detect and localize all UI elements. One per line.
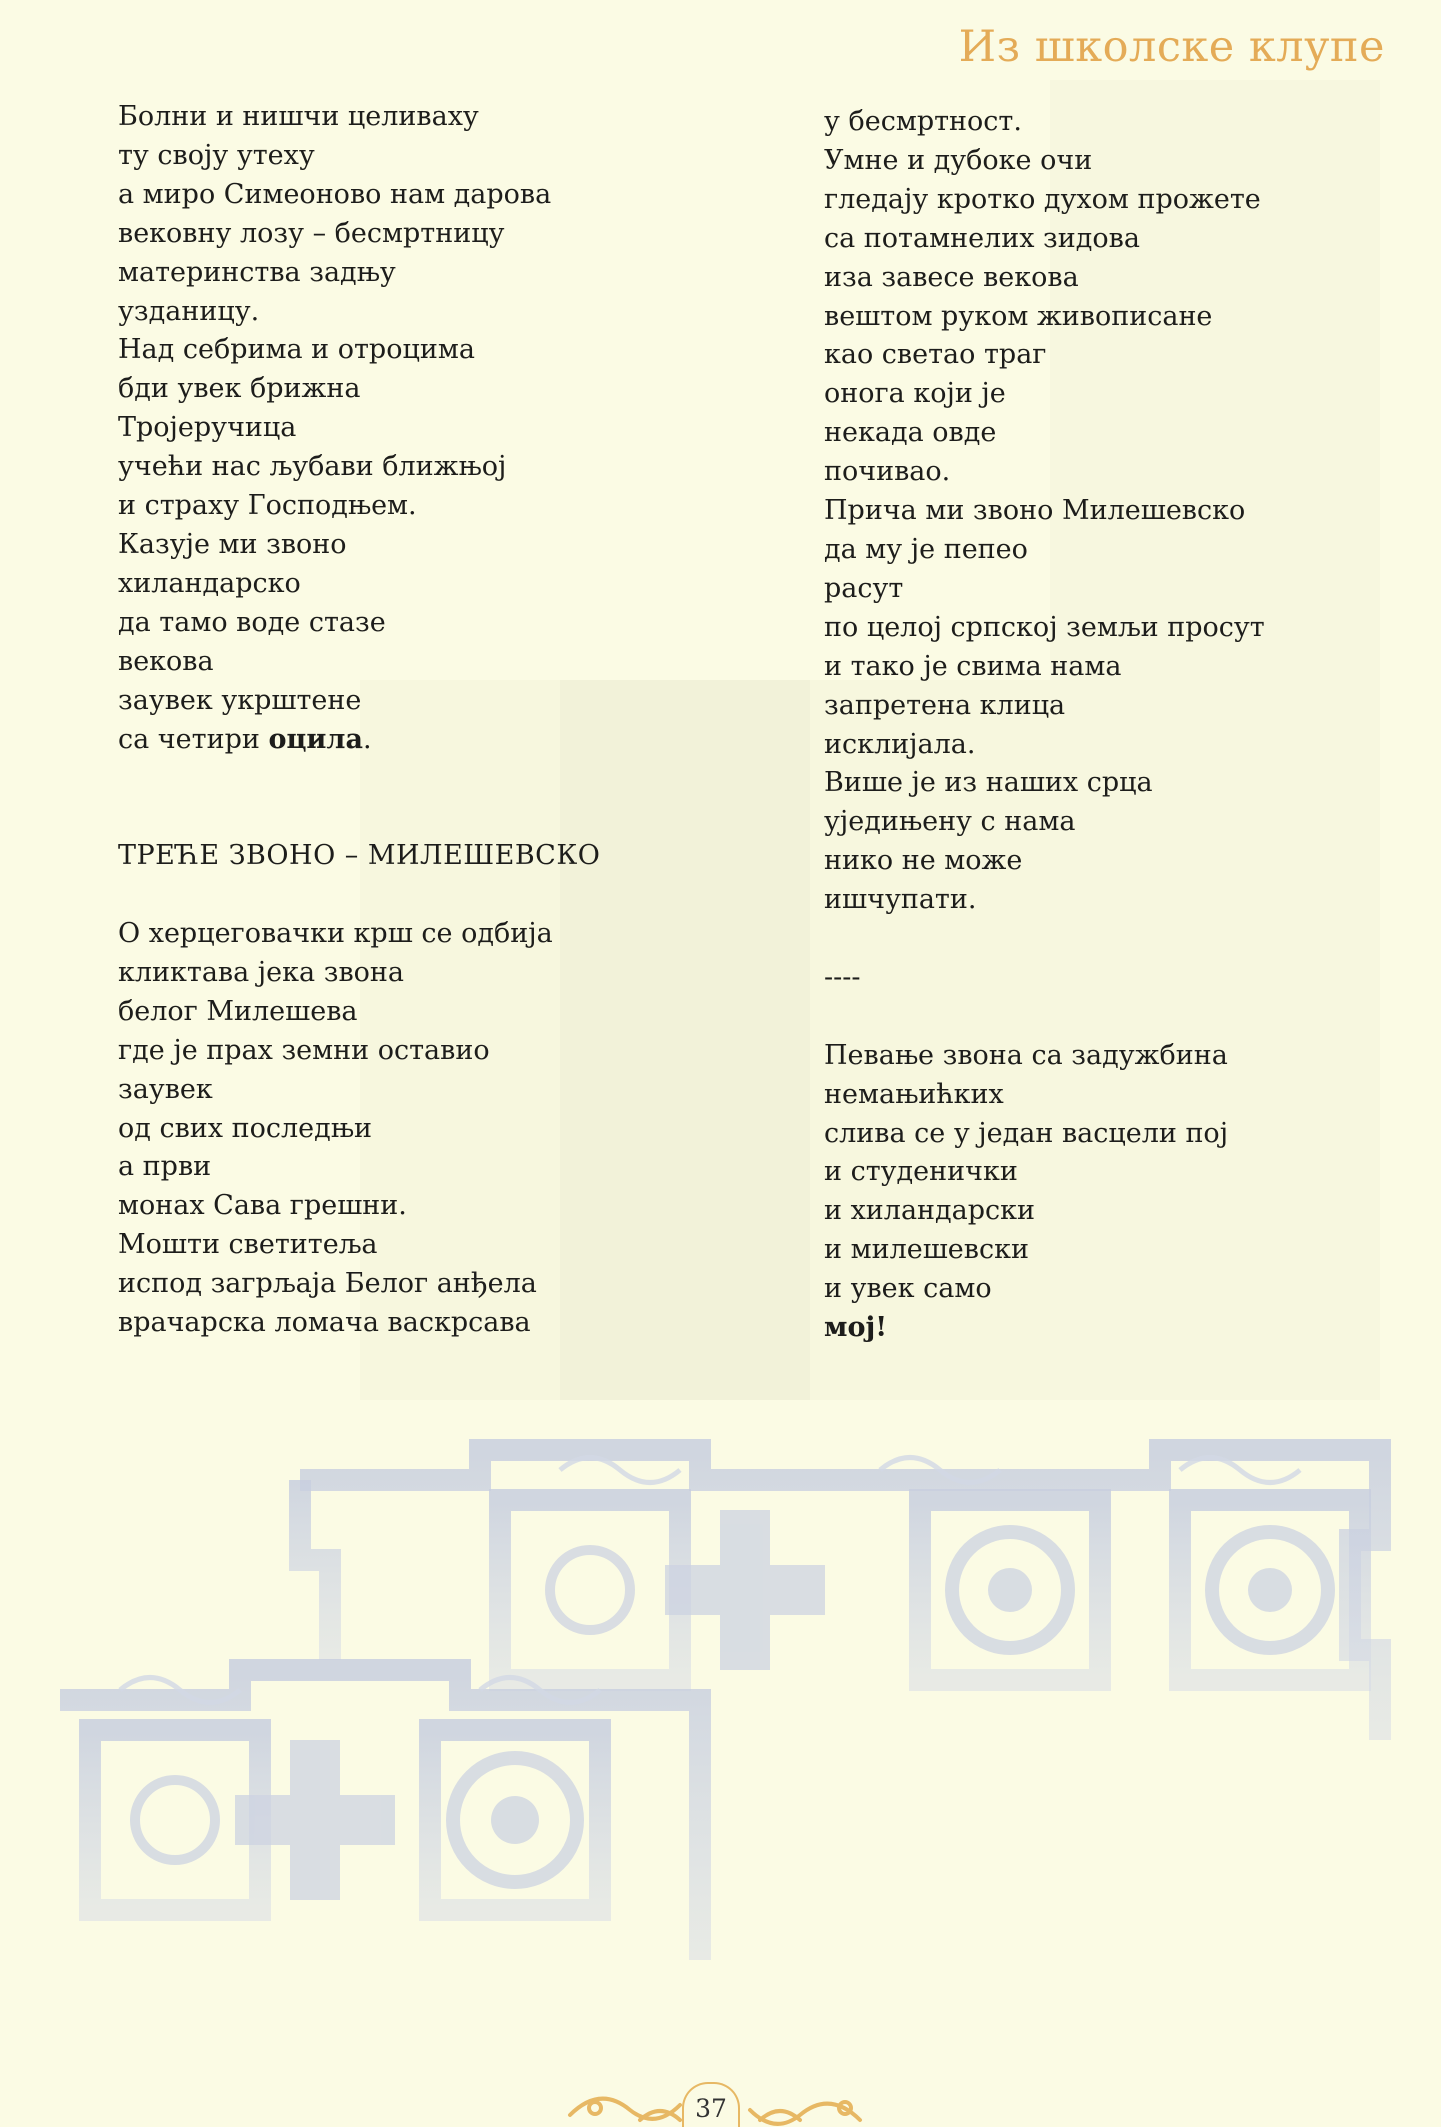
section-heading: ТРЕЋЕ ЗВОНО – МИЛЕШЕВСКО — [118, 840, 601, 872]
verse-line: врачарска ломача васкрсава — [118, 1307, 531, 1339]
verse-line: монах Сава грешни. — [118, 1190, 407, 1222]
verse-line-last — [118, 721, 638, 760]
verse-line: вековну лозу – бесмртницу — [118, 217, 505, 249]
verse-line: исклијала. — [824, 728, 976, 760]
verse-line: белог Милешева — [118, 995, 358, 1027]
verse-line: гледају кротко духом прожете — [824, 183, 1261, 215]
verse-line: и хиландарски — [824, 1195, 1036, 1227]
verse-line: запретена клица — [824, 689, 1066, 721]
verse-line: од свих последњи — [118, 1112, 372, 1144]
verse-line: расут — [824, 572, 904, 604]
bold-word: оцила — [268, 723, 363, 755]
verse-line: материнства задњу — [118, 256, 396, 288]
verse-line: као светао траг — [824, 339, 1047, 371]
verse-line: узданицу. — [118, 295, 260, 327]
verse-line: Мошти светитеља — [118, 1229, 378, 1261]
verse-text: са четири — [118, 723, 269, 755]
right-stanza-2 — [824, 1037, 1384, 1348]
verse-line: Казује ми звоно — [118, 528, 347, 560]
verse-line: где је прах земни оставио — [118, 1034, 490, 1066]
verse-line: у бесмртност. — [824, 106, 1022, 137]
verse-line: онога који је — [824, 378, 1006, 410]
verse-line: по целој српској земљи просут — [824, 611, 1265, 643]
verse-line: некада овде — [824, 417, 997, 449]
verse-line: уједињену с нама — [824, 806, 1076, 838]
verse-line: Болни и нишчи целиваху — [118, 101, 479, 132]
bold-word: мој! — [824, 1312, 888, 1344]
verse-line: ишчупати. — [824, 884, 977, 916]
verse-line: а први — [118, 1151, 212, 1183]
verse-line: Над себрима и отроцима — [118, 334, 475, 366]
verse-line: учећи нас љубави ближњој — [118, 451, 507, 483]
verse-line: Певање звона са задужбина — [824, 1039, 1228, 1071]
verse-line: векова — [118, 645, 214, 677]
verse-line: и увек само — [824, 1273, 992, 1305]
left-stanza-1 — [118, 98, 638, 759]
verse-line: заувек — [118, 1073, 213, 1105]
verse-line: заувек укрштене — [118, 684, 362, 716]
verse-line: нико не може — [824, 845, 1023, 877]
verse-line: Прича ми звоно Милешевско — [824, 495, 1246, 527]
right-column — [824, 103, 1384, 1348]
verse-line: и тако је свима нама — [824, 650, 1122, 682]
left-column — [118, 98, 638, 1343]
verse-line: хиландарско — [118, 567, 301, 599]
verse-line: Тројеручица — [118, 412, 297, 444]
verse-line: немањићких — [824, 1078, 1004, 1110]
verse-line: испод загрљаја Белог анђела — [118, 1268, 537, 1300]
verse-line: ту своју утеху — [118, 139, 315, 171]
verse-line: и студенички — [824, 1156, 1018, 1188]
verse-line: а миро Симеоново нам дарова — [118, 178, 552, 210]
verse-line: и страху Господњем. — [118, 490, 417, 522]
verse-line: О херцеговачки крш се одбија — [118, 917, 553, 949]
verse-line: слива се у један васцели поj — [824, 1117, 1229, 1149]
verse-line: почивао. — [824, 456, 951, 488]
verse-line: кликтава јека звона — [118, 956, 404, 988]
left-stanza-2 — [118, 915, 638, 1343]
verse-line: да тамо воде стазе — [118, 606, 386, 638]
section-header: Из школске клупе — [958, 22, 1385, 72]
verse-line: бди увек брижна — [118, 373, 361, 405]
verse-line: са потамнелих зидова — [824, 222, 1140, 254]
verse-line: да му је пепео — [824, 533, 1028, 565]
right-stanza-1 — [824, 103, 1384, 920]
verse-line: и милешевски — [824, 1234, 1029, 1266]
verse-line-final — [824, 1309, 1384, 1348]
verse-line: Умне и дубоке очи — [824, 144, 1093, 176]
verse-line: Више је из наших срца — [824, 767, 1153, 799]
verse-line: иза завесе векова — [824, 261, 1079, 293]
page-number: 37 — [682, 2082, 740, 2127]
separator: ---- — [824, 961, 861, 993]
verse-line: вештом руком живописане — [824, 300, 1213, 332]
verse-punctuation: . — [362, 723, 372, 755]
